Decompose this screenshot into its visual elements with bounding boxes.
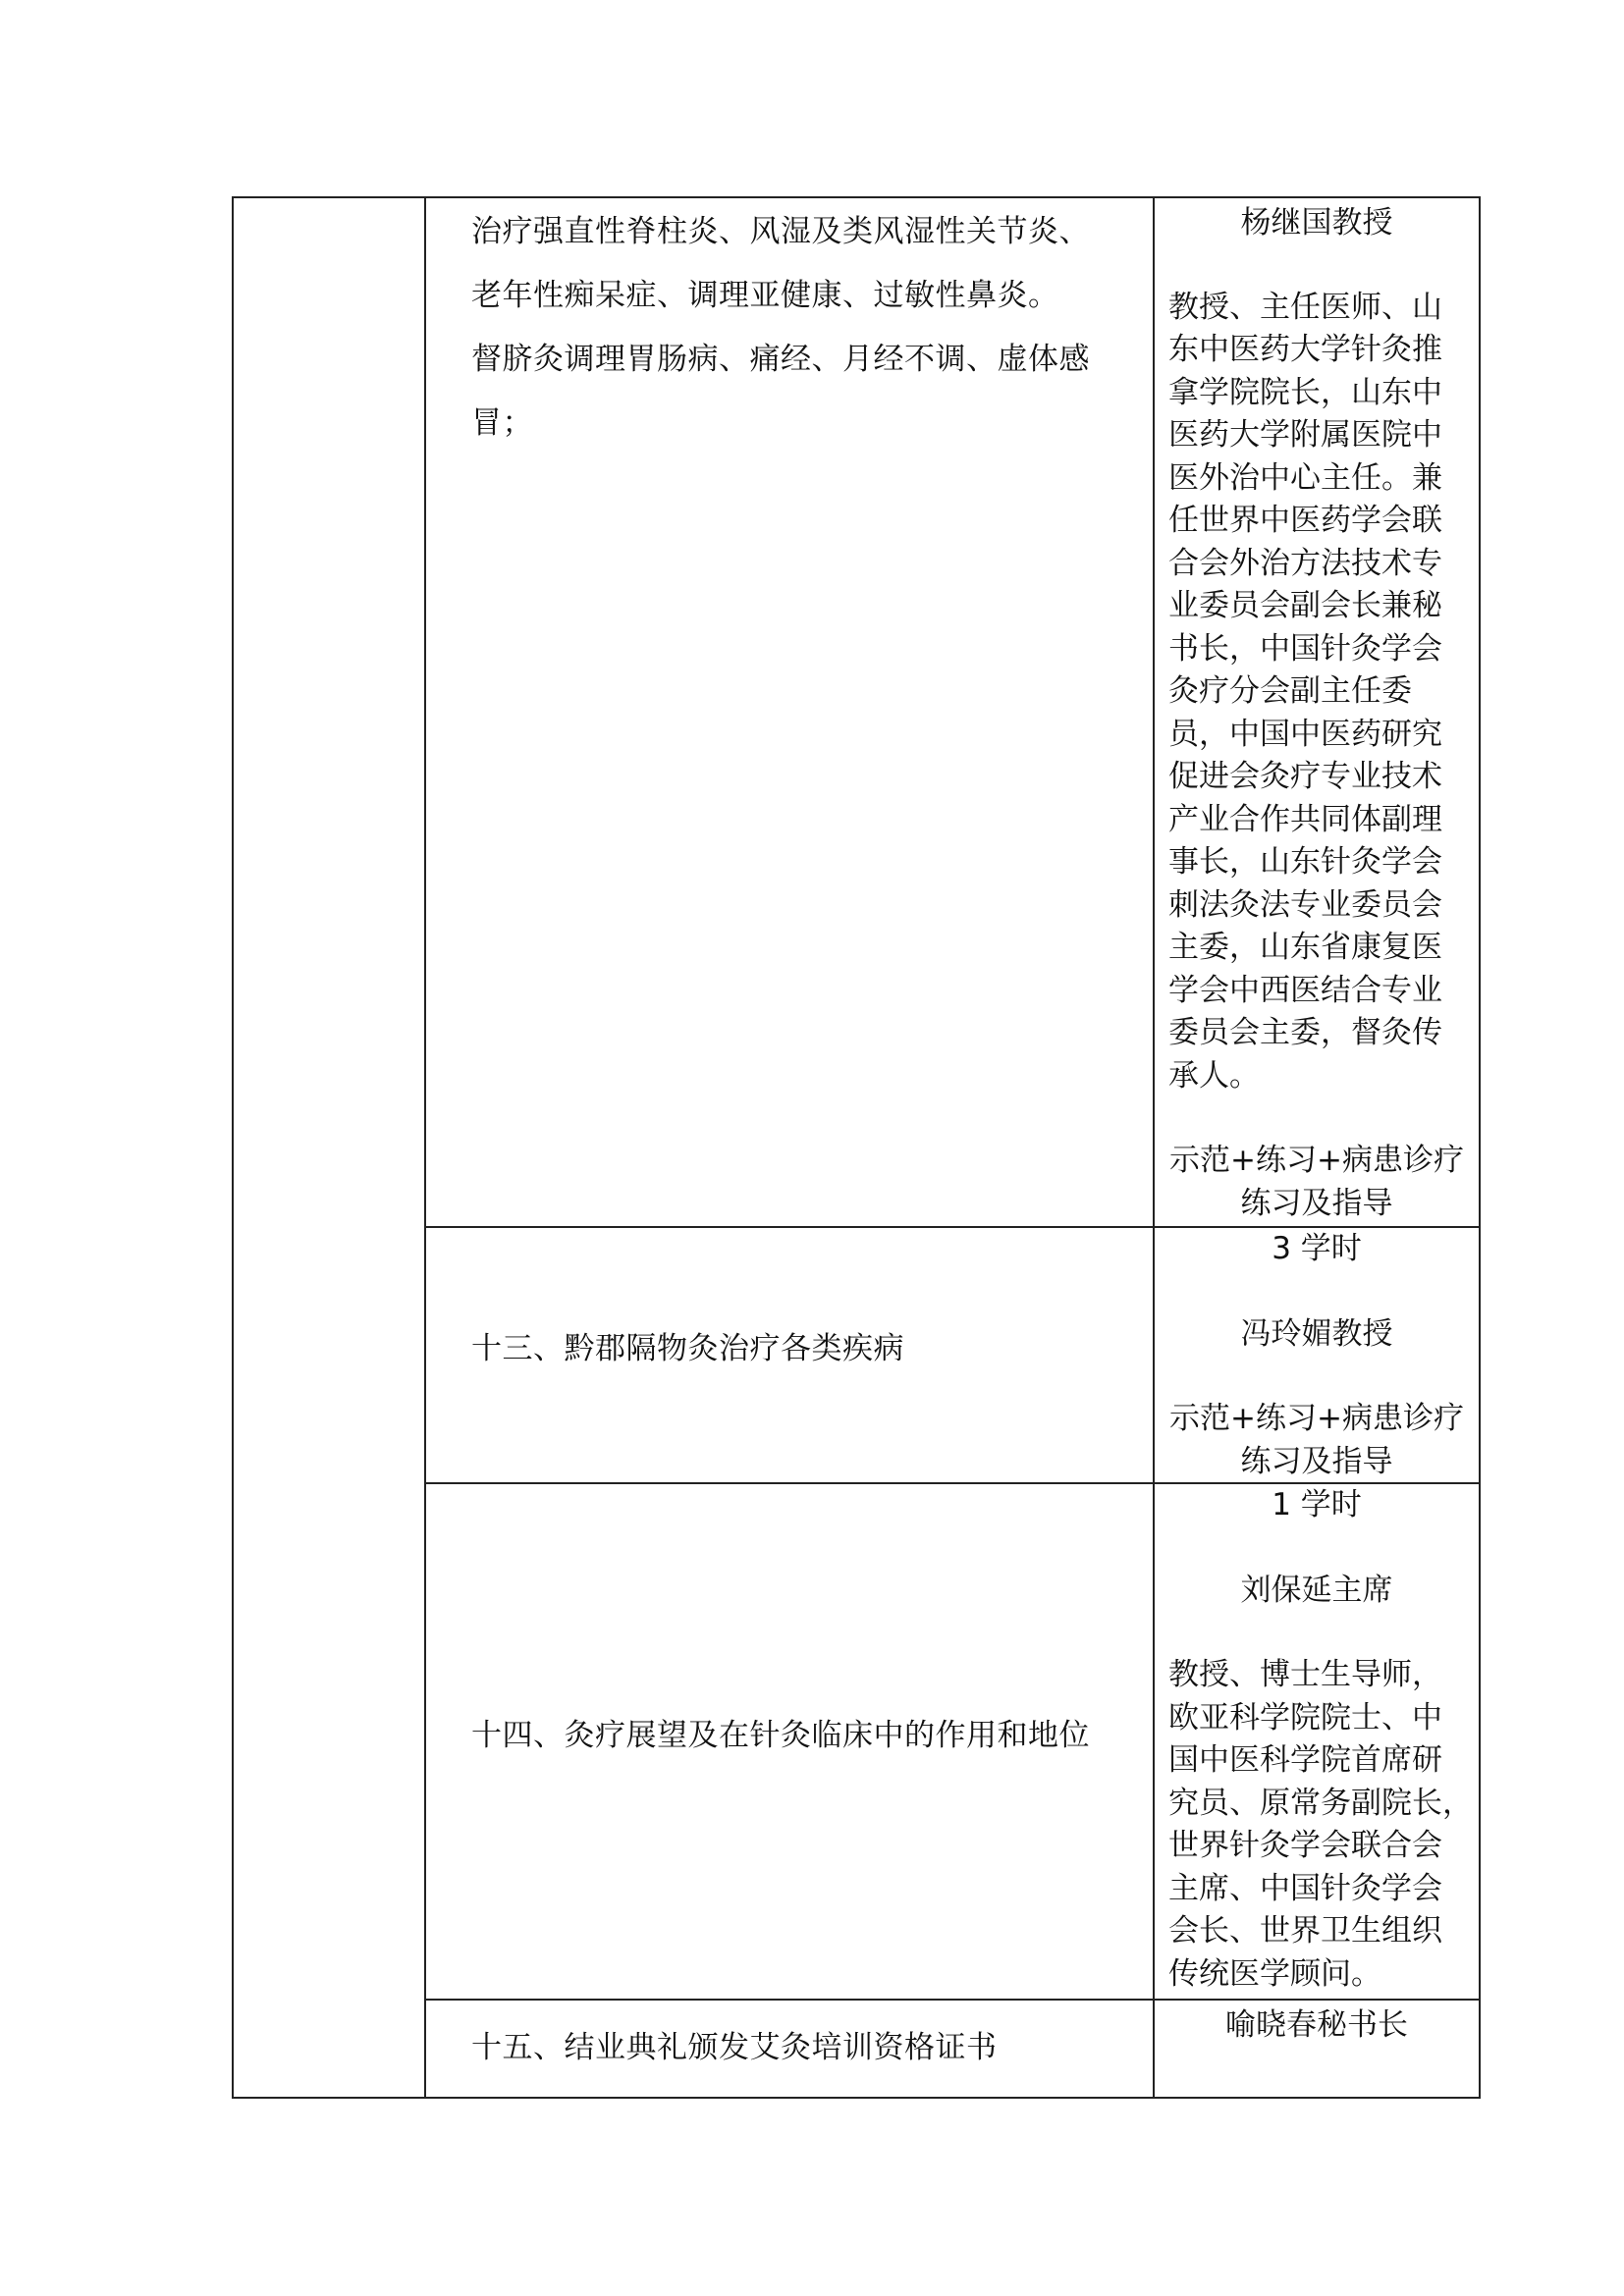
bio-line: 欧亚科学院院士、中 [1168, 1699, 1442, 1735]
bio-line: 灸疗分会副主任委 [1168, 673, 1412, 709]
lecturer-cell [1155, 1484, 1479, 1996]
lecturer-cell [1155, 1228, 1479, 1483]
topic-text: 十五、结业典礼颁发艾灸培训资格证书 [471, 2030, 998, 2065]
bio-line: 任世界中医药学会联 [1168, 503, 1442, 538]
lecturer-name: 杨继国教授 [1240, 205, 1393, 240]
schedule-table [232, 196, 1481, 2099]
bio-line: 国中医科学院首席研 [1168, 1742, 1442, 1778]
content-line: 督脐灸调理胃肠病、痛经、月经不调、虚体感 [471, 342, 1090, 377]
content-line: 冒； [471, 405, 533, 441]
content-line: 老年性痴呆症、调理亚健康、过敏性鼻炎。 [471, 278, 1059, 313]
column-divider [424, 196, 426, 2099]
bio-line: 促进会灸疗专业技术 [1168, 759, 1442, 794]
bio-line: 医外治中心主任。兼 [1168, 459, 1442, 496]
method-line: 示范+练习+病患诊疗 [1169, 1143, 1464, 1178]
bio-line: 东中医药大学针灸推 [1168, 332, 1442, 367]
bio-line: 究员、原常务副院长， [1168, 1785, 1473, 1821]
teaching-method [1155, 1398, 1479, 1483]
hours-label: 3 学时 [1272, 1231, 1362, 1266]
bio-line: 刺法灸法专业委员会 [1168, 886, 1442, 923]
bio-line: 拿学院院长，山东中 [1168, 374, 1442, 410]
bio-line: 世界针灸学会联合会 [1168, 1828, 1442, 1863]
method-line: 练习及指导 [1240, 1185, 1393, 1221]
bio-line: 学会中西医结合专业 [1168, 972, 1442, 1008]
bio-line: 教授、主任医师、山 [1168, 289, 1442, 325]
bio-line: 主委，山东省康复医 [1168, 930, 1442, 965]
content-cell [471, 210, 1149, 446]
table-right-border [1479, 196, 1481, 2099]
lecturer-bio [1155, 287, 1479, 1098]
table-left-border [232, 196, 234, 2099]
method-line: 练习及指导 [1240, 1443, 1393, 1479]
lecturer-cell [1155, 2001, 1479, 2048]
lecturer-bio [1155, 1654, 1479, 1996]
bio-line: 产业合作共同体副理 [1168, 801, 1442, 837]
method-line: 示范+练习+病患诊疗 [1169, 1401, 1464, 1436]
bio-line: 承人。 [1168, 1057, 1260, 1094]
bio-line: 书长，中国针灸学会 [1168, 630, 1442, 667]
table-bottom-border [232, 2097, 1481, 2099]
content-cell [471, 1327, 1149, 1371]
bio-line: 传统医学顾问。 [1168, 1955, 1381, 1992]
lecturer-name: 刘保延主席 [1240, 1572, 1393, 1608]
content-cell [471, 2026, 1149, 2070]
content-line: 治疗强直性脊柱炎、风湿及类风湿性关节炎、 [471, 214, 1090, 249]
topic-text: 十四、灸疗展望及在针灸临床中的作用和地位 [471, 1718, 1090, 1753]
hours-label: 1 学时 [1272, 1487, 1362, 1522]
bio-line: 事长，山东针灸学会 [1168, 844, 1442, 880]
bio-line: 医药大学附属医院中 [1168, 417, 1442, 453]
bio-line: 会长、世界卫生组织 [1168, 1913, 1442, 1949]
lecturer-name: 喻晓春秘书长 [1225, 2007, 1408, 2043]
bio-line: 合会外治方法技术专 [1168, 545, 1442, 581]
bio-line: 业委员会副会长兼秘 [1168, 588, 1442, 623]
teaching-method [1155, 1140, 1479, 1225]
lecturer-cell [1155, 198, 1479, 1225]
bio-line: 教授、博士生导师， [1168, 1657, 1442, 1692]
content-cell [471, 1714, 1149, 1758]
bio-line: 员，中国中医药研究 [1168, 716, 1442, 752]
bio-line: 委员会主委，督灸传 [1168, 1015, 1442, 1050]
topic-text: 十三、黔郡隔物灸治疗各类疾病 [471, 1331, 904, 1366]
bio-line: 主席、中国针灸学会 [1168, 1870, 1442, 1906]
lecturer-name: 冯玲媚教授 [1240, 1315, 1393, 1352]
